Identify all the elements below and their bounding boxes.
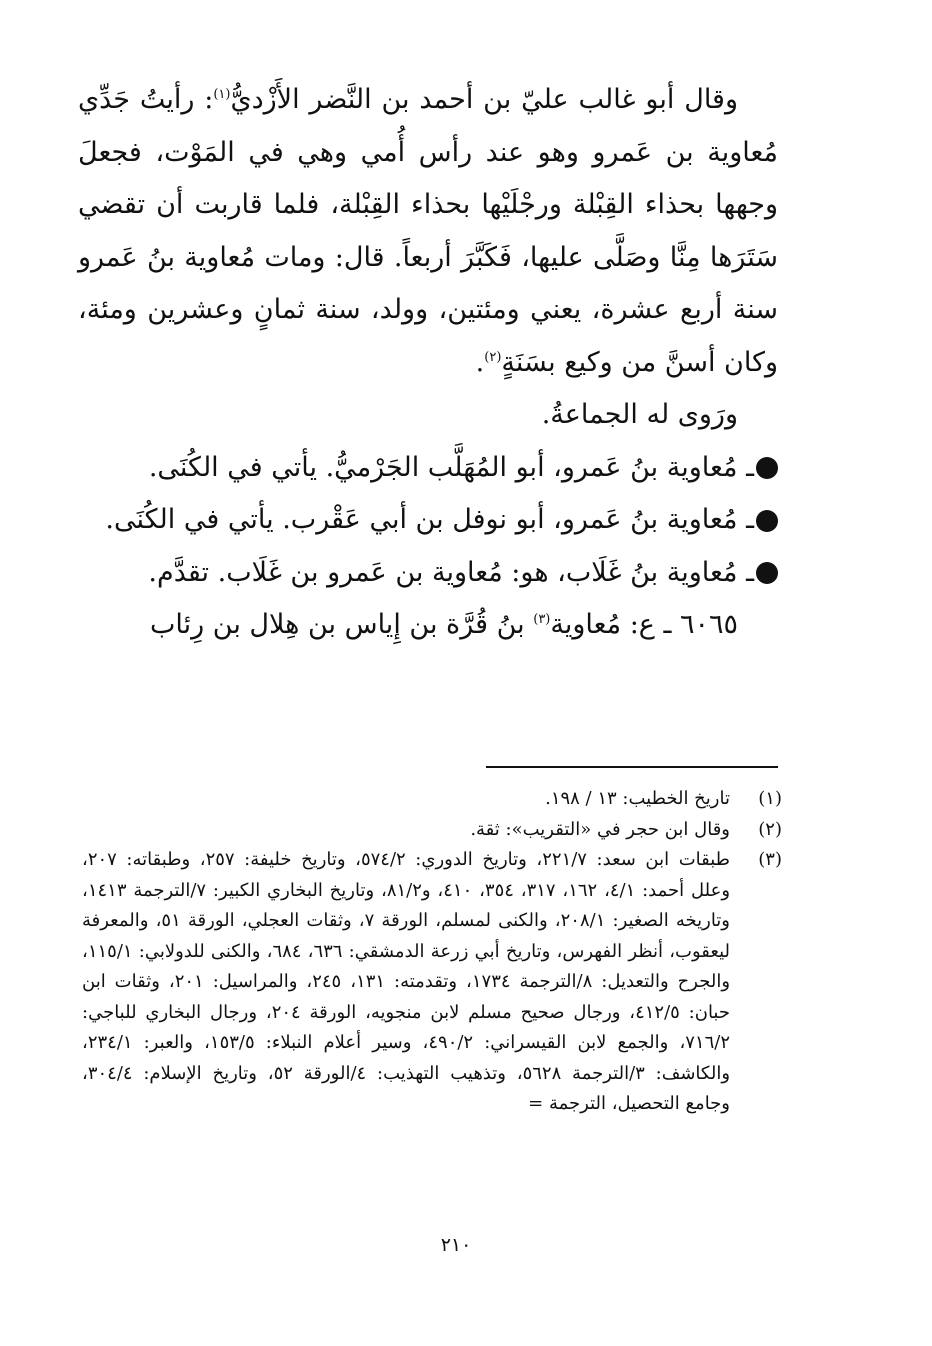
paragraph-narration bbox=[78, 74, 778, 389]
narration-end: . bbox=[475, 346, 485, 378]
narration-opening: وقال أبو غالب عليّ بن أحمد بن النَّضر الأَزْديُّ bbox=[230, 84, 738, 115]
page-number: ٢١٠ bbox=[440, 1234, 472, 1256]
footnote-ref-3: (٣) bbox=[533, 612, 551, 627]
footnotes bbox=[82, 784, 782, 1120]
bullet-icon bbox=[756, 510, 778, 532]
bullet-icon bbox=[756, 562, 778, 584]
entry-muawiya-jarmi bbox=[78, 442, 778, 495]
entry-lineage: بنُ قُرَّة بن إِياس بن هِلال بن رِئاب bbox=[149, 609, 534, 640]
entry-text: ـ مُعاوية بنُ عَمرو، أبو المُهَلَّب الجَرْميُّ. يأتي في الكُنَى. bbox=[148, 451, 754, 483]
footnote-number: (١) bbox=[758, 788, 782, 809]
footnote-separator bbox=[486, 766, 778, 768]
footnote-number: (٣) bbox=[758, 849, 782, 870]
footnote-ref-2: (٢) bbox=[484, 349, 502, 365]
entry-text: ـ مُعاوية بنُ غَلَاب، هو: مُعاوية بن عَمرو بن غَلَاب. تقدَّم. bbox=[148, 556, 754, 588]
footnote-text: تاريخ الخطيب: ١٣ / ١٩٨. bbox=[545, 788, 730, 809]
main-text bbox=[78, 74, 778, 652]
footnote-text: وقال ابن حجر في «التقريب»: ثقة. bbox=[470, 818, 730, 840]
paragraph-narrators: ورَوى له الجماعةُ. bbox=[541, 399, 738, 430]
entry-text: ـ مُعاوية بنُ عَمرو، أبو نوفل بن أبي عَقْرب. يأتي في الكُنَى. bbox=[105, 504, 754, 535]
entry-muawiya-ghallab bbox=[78, 547, 778, 600]
footnote-3 bbox=[82, 845, 782, 1120]
footnote-text: طبقات ابن سعد: ٢٢١/٧، وتاريخ الدوري: ٥٧٤/٢، وتاريخ خليفة: ٢٥٧، وطبقاته: ٢٠٧، وعلل أحمد: ٤/١، ١٦٢، ٣١٧، ٣٥٤، ٤١٠، و٨١/٢، وتاريخ البخاري الكبير: ٧/الترجمة ١٤١٣، وتاريخه الصغير: ٢٠٨/١، والكنى لمسلم، الورقة ٧، وثقات العجلي، الورقة ٥١، والمعرفة ليعقوب، أنظر الفهرس، وتاريخ أبي زرعة الدمشقي: ٦٣٦، ٦٨٤، والكنى للدولابي: ١١٥/١، والجرح والتعديل: ٨/الترجمة ١٧٣٤، وتقدمته: ١٣١، ٢٤٥، والمراسيل: ٢٠١، وثقات ابن حبان: ٤١٢/٥، ورجال صحيح مسلم لابن منجويه، الورقة ٢٠٤، ورجال البخاري للباجي: ٧١٦/٢، والجمع لابن القيسراني: ٤٩٠/٢، وسير أعلام النبلاء: ١٥٣/٥، والعبر: ٢٣٤/١، والكاشف: ٣/الترجمة ٥٦٢٨، وتذهيب التهذيب: ٤/الورقة ٥٢، وتاريخ الإسلام: ٣٠٤/٤، وجامع التحصيل، الترجمة = bbox=[82, 849, 731, 1114]
entry-muawiya-abu-nawfal bbox=[78, 494, 778, 547]
bullet-icon bbox=[756, 457, 778, 479]
entry-muawiya-qurra bbox=[78, 599, 778, 652]
entry-heading: ٦٠٦٥ ـ ع: مُعاوية bbox=[550, 609, 738, 640]
footnote-2 bbox=[82, 815, 782, 846]
footnote-1 bbox=[82, 784, 782, 815]
footnote-number: (٢) bbox=[758, 818, 782, 840]
narration-body: : رأيتُ جَدِّي مُعاوية بن عَمرو وهو عند رأس أُمي وهي في المَوْت، فجعلَ وجهها بحذاء القِبْلة ورجْلَيْها بحذاء القِبْلة، فلما قاربت أن تقضي سَتَرَها مِنَّا وصَلَّى عليها، فَكَبَّرَ أربعاً. قال: ومات مُعاوية بنُ عَمرو سنة أربع عشرة، يعني ومئتين، وولد، سنة ثمانٍ وعشرين ومئة، وكان أسنَّ من وكيع بسَنَةٍ bbox=[78, 84, 778, 378]
footnote-ref-1: (١) bbox=[213, 87, 231, 102]
